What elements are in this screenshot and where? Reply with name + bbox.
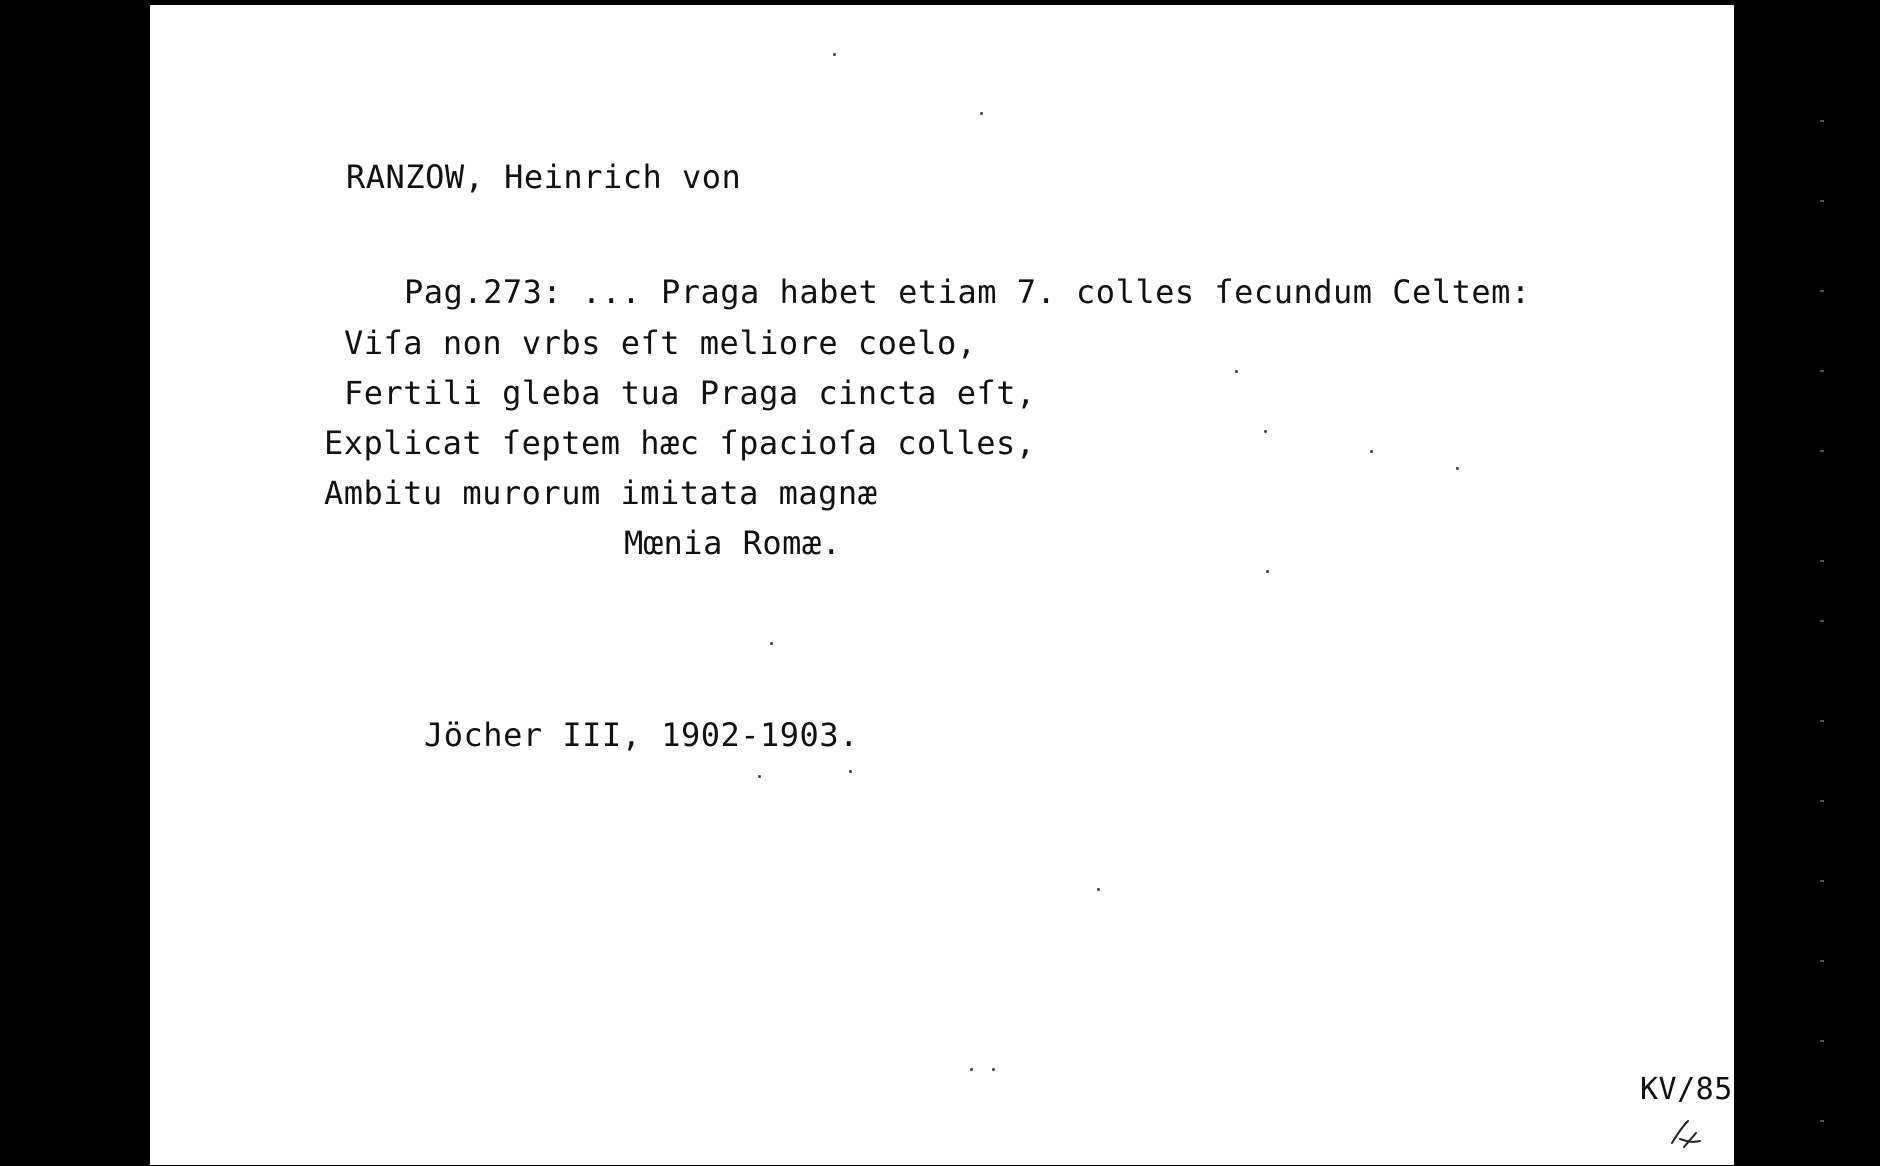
- scan-speck: [970, 1068, 973, 1071]
- verse-line: Mœnia Romæ.: [624, 524, 842, 562]
- source-reference: Jöcher III, 1902-1903.: [424, 716, 859, 754]
- scan-speck: [1370, 450, 1373, 453]
- verse-line: Explicat ſeptem hæc ſpacioſa colles,: [324, 424, 1036, 462]
- scan-speck: [770, 642, 773, 645]
- scan-speck: [849, 770, 852, 773]
- verse-line: Viſa non vrbs eſt meliore coelo,: [344, 324, 977, 362]
- verse-line: Ambitu murorum imitata magnæ: [324, 474, 878, 512]
- scan-speck: [1235, 370, 1238, 373]
- index-card: [150, 5, 1734, 1165]
- scan-speck: [833, 53, 836, 56]
- scan-edge-marks: [1820, 0, 1826, 1166]
- verse-line: Fertili gleba tua Praga cincta eſt,: [344, 374, 1036, 412]
- author-heading: RANZOW, Heinrich von: [346, 158, 742, 196]
- scan-speck: [1264, 430, 1267, 433]
- scan-speck: [1266, 570, 1269, 573]
- scan-speck: [980, 112, 983, 115]
- call-number: KV/85: [1640, 1072, 1733, 1107]
- scan-speck: [992, 1068, 995, 1071]
- citation-intro: Pag.273: ... Praga habet etiam 7. colles ſecundum Celtem:: [404, 273, 1531, 311]
- scan-speck: [1456, 467, 1459, 470]
- handwritten-mark-icon: [1666, 1113, 1706, 1153]
- scan-speck: [1097, 888, 1100, 891]
- scan-speck: [758, 775, 761, 778]
